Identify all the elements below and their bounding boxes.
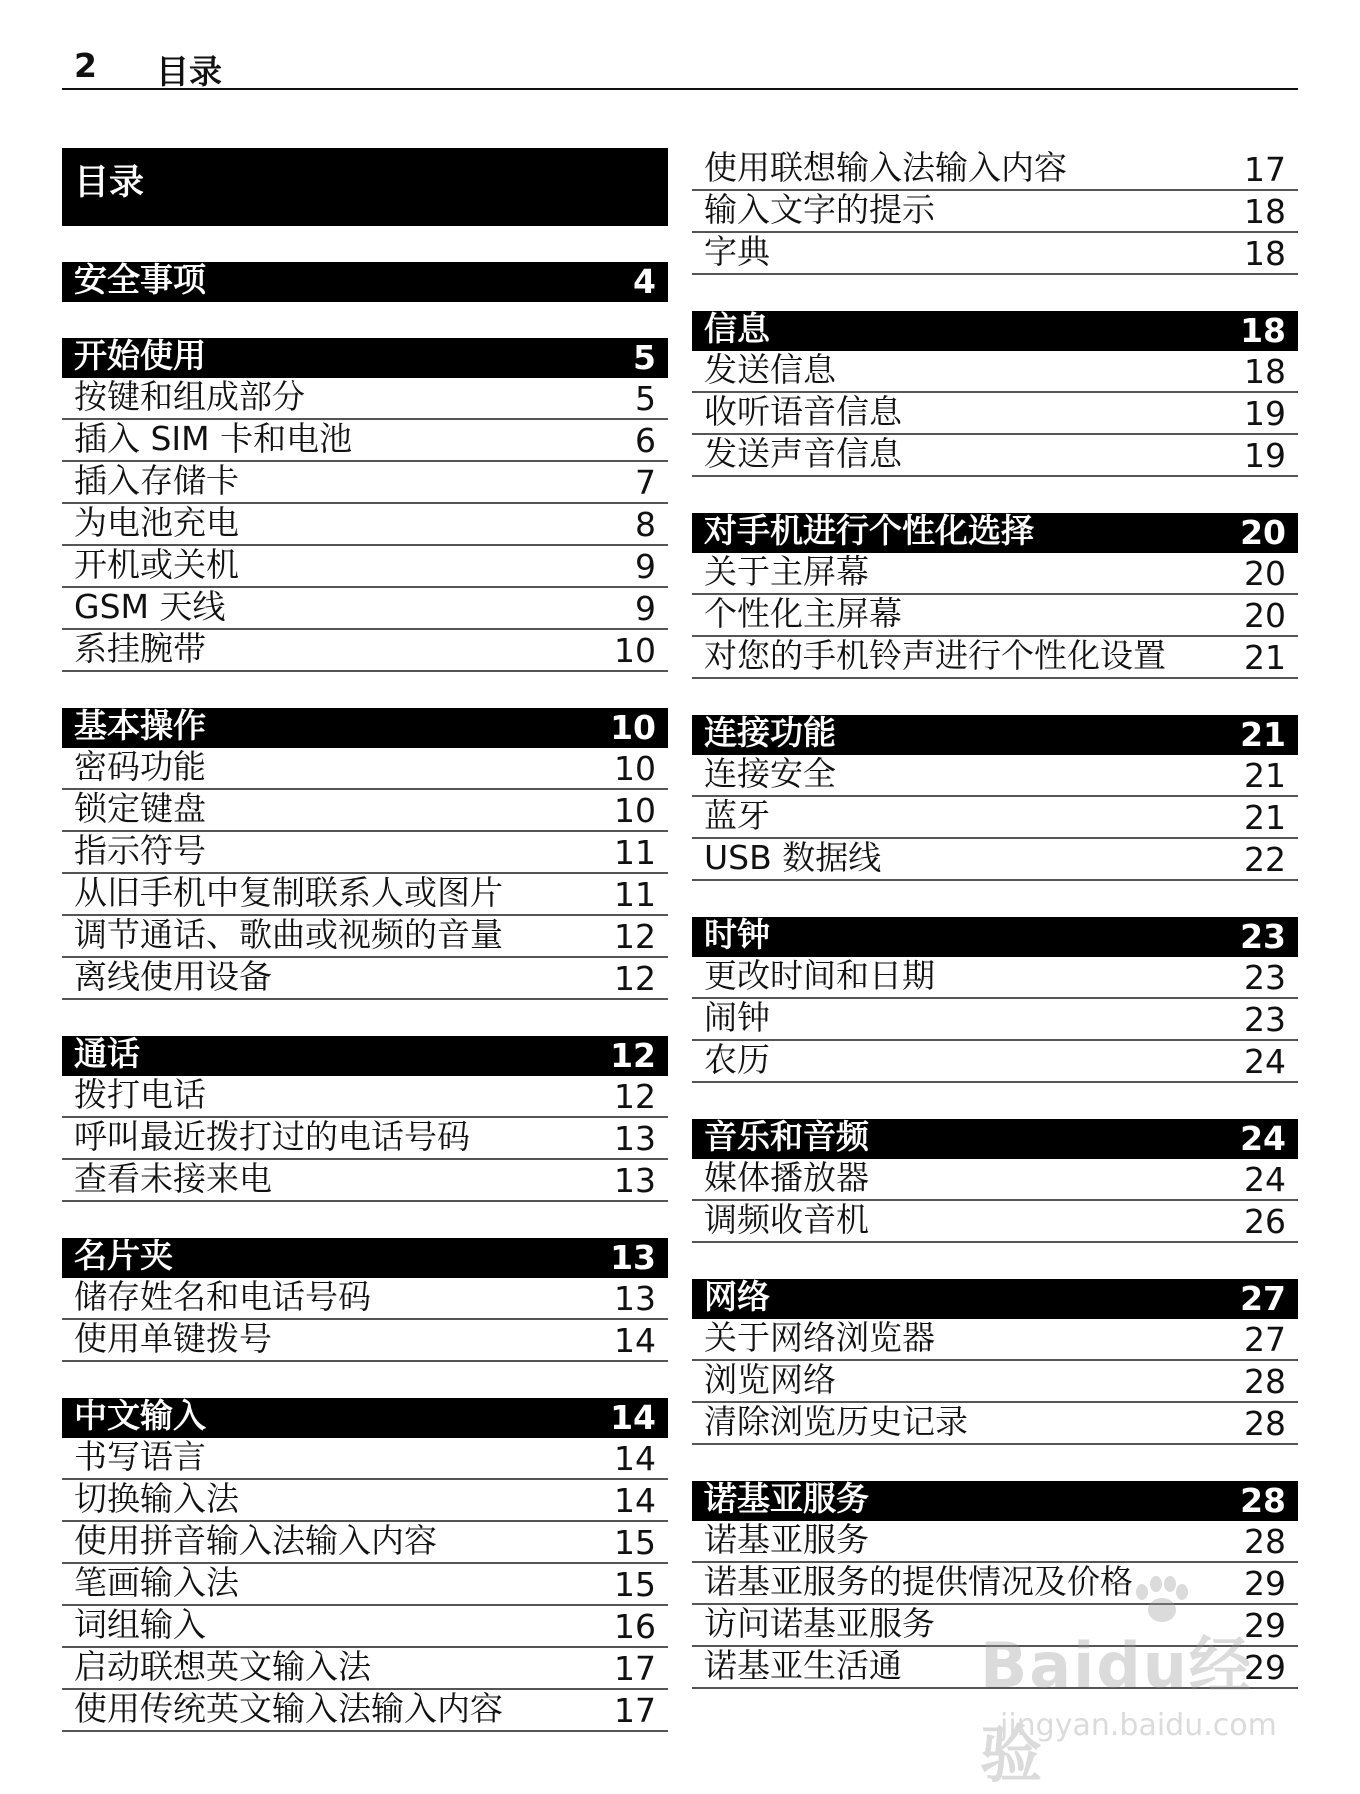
- toc-entry-page: 10: [614, 749, 656, 788]
- toc-entry-page: 19: [1244, 394, 1286, 433]
- toc-entry-label: 更改时间和日期: [704, 956, 935, 995]
- toc-entry-label: 闹钟: [704, 998, 770, 1037]
- watermark-url: jingyan.baidu.com: [1000, 1708, 1277, 1743]
- toc-entry-label: USB 数据线: [704, 838, 882, 877]
- toc-entry-label: 诺基亚服务: [704, 1520, 869, 1559]
- toc-entry-label: 从旧手机中复制联系人或图片: [74, 873, 503, 912]
- toc-entry-page: 18: [1244, 192, 1286, 231]
- toc-entry[interactable]: [62, 630, 668, 672]
- toc-entry[interactable]: [692, 839, 1298, 881]
- toc-entry[interactable]: [62, 1160, 668, 1202]
- toc-entry-page: 13: [614, 1279, 656, 1318]
- section-heading-label: 通话: [74, 1034, 140, 1073]
- toc-entry-page: 13: [614, 1119, 656, 1158]
- toc-entry-label: 清除浏览历史记录: [704, 1402, 968, 1441]
- toc-entry-label: 开机或关机: [74, 545, 239, 584]
- toc-entry-page: 14: [614, 1481, 656, 1520]
- section-heading[interactable]: [62, 262, 668, 302]
- toc-section: [62, 338, 668, 672]
- section-heading-page: 24: [1240, 1119, 1286, 1158]
- toc-entry[interactable]: [692, 1201, 1298, 1243]
- toc-entry-label: 查看未接来电: [74, 1159, 272, 1198]
- page-number: 2: [74, 46, 97, 85]
- toc-entry-page: 11: [614, 875, 656, 914]
- toc-entry-page: 24: [1244, 1160, 1286, 1199]
- toc-entry-label: 使用联想输入法输入内容: [704, 148, 1067, 187]
- toc-entry-label: 笔画输入法: [74, 1563, 239, 1602]
- toc-entry-label: 发送信息: [704, 350, 836, 389]
- toc-entry-label: 关于主屏幕: [704, 552, 869, 591]
- toc-entry-label: GSM 天线: [74, 587, 226, 626]
- toc-entry-label: 离线使用设备: [74, 957, 272, 996]
- toc-section: [692, 1119, 1298, 1243]
- section-heading-label: 安全事项: [74, 260, 206, 299]
- toc-entry-page: 11: [614, 833, 656, 872]
- toc-entry-label: 插入存储卡: [74, 461, 239, 500]
- toc-section: [692, 715, 1298, 881]
- toc-entry-page: 29: [1244, 1564, 1286, 1603]
- section-heading-label: 基本操作: [74, 706, 206, 745]
- toc-entry-label: 锁定键盘: [74, 789, 206, 828]
- toc-entry-page: 16: [614, 1607, 656, 1646]
- toc-entry-page: 15: [614, 1523, 656, 1562]
- toc-entry-page: 21: [1244, 756, 1286, 795]
- section-heading-label: 连接功能: [704, 713, 836, 752]
- section-heading-page: 4: [633, 262, 656, 301]
- toc-left-column: [62, 148, 668, 1732]
- toc-entry-label: 书写语言: [74, 1437, 206, 1476]
- toc-entry-label: 呼叫最近拨打过的电话号码: [74, 1117, 470, 1156]
- section-heading-label: 诺基亚服务: [704, 1479, 869, 1518]
- page-header: [62, 44, 1298, 90]
- section-heading-page: 27: [1240, 1279, 1286, 1318]
- section-heading-page: 10: [610, 708, 656, 747]
- toc-entry-page: 12: [614, 917, 656, 956]
- toc-entry-label: 系挂腕带: [74, 629, 206, 668]
- toc-entry-page: 26: [1244, 1202, 1286, 1241]
- toc-entry-label: 调节通话、歌曲或视频的音量: [74, 915, 503, 954]
- toc-entry-label: 媒体播放器: [704, 1158, 869, 1197]
- toc-entry-page: 21: [1244, 798, 1286, 837]
- toc-entry[interactable]: [692, 957, 1298, 999]
- toc-entry-label: 连接安全: [704, 754, 836, 793]
- toc-entry[interactable]: [692, 755, 1298, 797]
- toc-section: [62, 1398, 668, 1732]
- toc-entry-page: 18: [1244, 352, 1286, 391]
- toc-entry-label: 词组输入: [74, 1605, 206, 1644]
- section-heading-label: 对手机进行个性化选择: [704, 511, 1034, 550]
- toc-entry-label: 蓝牙: [704, 796, 770, 835]
- toc-section: [62, 1238, 668, 1362]
- toc-entry-page: 7: [635, 463, 656, 502]
- toc-entry[interactable]: [62, 1320, 668, 1362]
- toc-title: 目录: [62, 148, 668, 226]
- toc-entry-label: 启动联想英文输入法: [74, 1647, 371, 1686]
- toc-entry[interactable]: [692, 1041, 1298, 1083]
- toc-section: [692, 1279, 1298, 1445]
- toc-entry[interactable]: [62, 1690, 668, 1732]
- section-heading-label: 开始使用: [74, 336, 206, 375]
- toc-entry-page: 17: [614, 1649, 656, 1688]
- toc-entry-label: 密码功能: [74, 747, 206, 786]
- section-heading-page: 20: [1240, 513, 1286, 552]
- toc-entry[interactable]: [692, 233, 1298, 275]
- section-heading-page: 14: [610, 1398, 656, 1437]
- toc-entry-label: 访问诺基亚服务: [704, 1604, 935, 1643]
- toc-entry-label: 发送声音信息: [704, 434, 902, 473]
- toc-section: [692, 917, 1298, 1083]
- toc-entry-page: 10: [614, 791, 656, 830]
- toc-entry-label: 对您的手机铃声进行个性化设置: [704, 636, 1166, 675]
- toc-entry-page: 19: [1244, 436, 1286, 475]
- toc-entry-page: 12: [614, 1077, 656, 1116]
- toc-right-column: [692, 149, 1298, 1689]
- toc-entry-page: 24: [1244, 1042, 1286, 1081]
- toc-entry-label: 切换输入法: [74, 1479, 239, 1518]
- toc-entry-label: 指示符号: [74, 831, 206, 870]
- toc-entry-page: 10: [614, 631, 656, 670]
- toc-entry-label: 使用单键拨号: [74, 1319, 272, 1358]
- section-heading-page: 23: [1240, 917, 1286, 956]
- toc-entry-page: 9: [635, 547, 656, 586]
- toc-entry-label: 收听语音信息: [704, 392, 902, 431]
- toc-entry[interactable]: [692, 999, 1298, 1041]
- toc-entry-label: 诺基亚生活通: [704, 1646, 902, 1685]
- toc-entry-label: 拨打电话: [74, 1075, 206, 1114]
- toc-entry-label: 为电池充电: [74, 503, 239, 542]
- toc-entry[interactable]: [692, 1403, 1298, 1445]
- section-heading-label: 信息: [704, 309, 770, 348]
- section-heading-label: 名片夹: [74, 1236, 173, 1275]
- toc-entry-page: 17: [1244, 150, 1286, 189]
- section-heading-page: 12: [610, 1036, 656, 1075]
- toc-entry-label: 储存姓名和电话号码: [74, 1277, 371, 1316]
- toc-entry-label: 使用传统英文输入法输入内容: [74, 1689, 503, 1728]
- toc-entry-page: 28: [1244, 1522, 1286, 1561]
- toc-section: [692, 311, 1298, 477]
- toc-entry-label: 关于网络浏览器: [704, 1318, 935, 1357]
- toc-section: [62, 708, 668, 1000]
- section-heading-page: 18: [1240, 311, 1286, 350]
- section-heading-label: 中文输入: [74, 1396, 206, 1435]
- section-heading-label: 网络: [704, 1277, 770, 1316]
- toc-entry-label: 调频收音机: [704, 1200, 869, 1239]
- toc-entry-page: 22: [1244, 840, 1286, 879]
- toc-entry-page: 18: [1244, 234, 1286, 273]
- page-header-title: 目录: [156, 52, 222, 91]
- toc-entry-page: 20: [1244, 596, 1286, 635]
- toc-entry-label: 插入 SIM 卡和电池: [74, 419, 353, 458]
- section-heading-label: 音乐和音频: [704, 1117, 869, 1156]
- toc-section: [692, 513, 1298, 679]
- toc-entry-page: 12: [614, 959, 656, 998]
- toc-entry-page: 8: [635, 505, 656, 544]
- toc-entry-page: 6: [635, 421, 656, 460]
- toc-entry-page: 14: [614, 1439, 656, 1478]
- toc-entry[interactable]: [692, 191, 1298, 233]
- toc-entry-page: 14: [614, 1321, 656, 1360]
- toc-entry[interactable]: [692, 637, 1298, 679]
- toc-entry-page: 9: [635, 589, 656, 628]
- toc-entry-page: 29: [1244, 1606, 1286, 1645]
- toc-entry-page: 28: [1244, 1362, 1286, 1401]
- toc-entry-label: 诺基亚服务的提供情况及价格: [704, 1562, 1133, 1601]
- toc-entry-page: 15: [614, 1565, 656, 1604]
- toc-entry-label: 农历: [704, 1040, 770, 1079]
- toc-entry-page: 29: [1244, 1648, 1286, 1687]
- toc-entry-page: 20: [1244, 554, 1286, 593]
- toc-entry-page: 23: [1244, 958, 1286, 997]
- section-heading-page: 28: [1240, 1481, 1286, 1520]
- toc-entry[interactable]: [692, 435, 1298, 477]
- toc-entry-page: 23: [1244, 1000, 1286, 1039]
- section-heading-page: 5: [633, 338, 656, 377]
- toc-entry[interactable]: [62, 958, 668, 1000]
- toc-entry-label: 按键和组成部分: [74, 377, 305, 416]
- toc-entry-label: 字典: [704, 232, 770, 271]
- toc-entry-page: 27: [1244, 1320, 1286, 1359]
- toc-entry-page: 21: [1244, 638, 1286, 677]
- toc-entry-label: 使用拼音输入法输入内容: [74, 1521, 437, 1560]
- section-heading-page: 21: [1240, 715, 1286, 754]
- section-heading-page: 13: [610, 1238, 656, 1277]
- toc-entry-label: 输入文字的提示: [704, 190, 935, 229]
- section-heading-label: 时钟: [704, 915, 770, 954]
- toc-entry-label: 浏览网络: [704, 1360, 836, 1399]
- toc-entry-page: 5: [635, 379, 656, 418]
- toc-section: [692, 149, 1298, 275]
- baidu-watermark: [980, 1616, 1310, 1791]
- toc-entry-page: 17: [614, 1691, 656, 1730]
- toc-section: [62, 262, 668, 302]
- toc-entry-label: 个性化主屏幕: [704, 594, 902, 633]
- toc-entry-page: 13: [614, 1161, 656, 1200]
- watermark-logo: Baidu经验: [980, 1629, 1253, 1791]
- toc-section: [62, 1036, 668, 1202]
- toc-entry-page: 28: [1244, 1404, 1286, 1443]
